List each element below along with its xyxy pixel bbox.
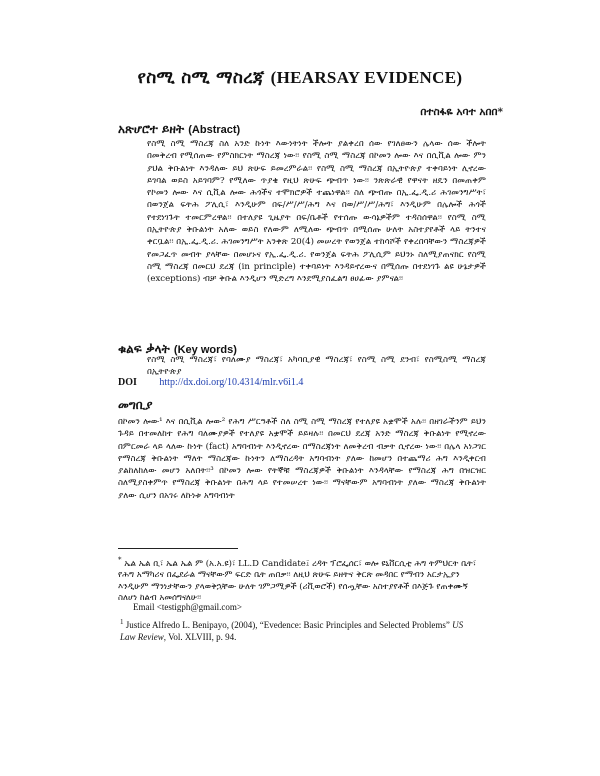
footnote-divider	[118, 548, 238, 549]
abstract-heading	[118, 122, 240, 137]
abstract-heading-english: (Abstract)	[188, 124, 241, 136]
footnote-1	[120, 617, 480, 643]
doi-label: DOI	[118, 377, 137, 388]
intro-heading: መግቢያ	[118, 398, 153, 412]
keywords-heading-amharic: ቁልፍ ቃላት	[118, 342, 170, 356]
doi-link[interactable]: http://dx.doi.org/10.4314/mlr.v6i1.4	[159, 377, 304, 388]
author-name: በተስፋዬ አባተ አበበ*	[420, 106, 503, 118]
title-english: (HEARSAY EVIDENCE)	[270, 68, 463, 87]
intro-text: በኮመን ሎው¹ እና በሲቪል ሎው² የሕግ ሥርዓቶች ስለ ስሚ ስሚ ማስረጃ የተለያዩ አቋሞች አሉ፡፡ በዘገራችንም ይህን ጉዳይ በተመለከተ የሕግ ባለሙያዎች የተለያዩ አቋሞች ይይዛሉ፡፡ በመርህ ደረጃ አንድ ማስረጃ ቅቡልነት የሚኖረው በምርመራ ላይ ላለው ኩነት (fact) አግባብነት እንዲኖረው በማስረጃነት ለመቅረብ ብቃት ሲኖረው ነው፡፡ በሌላ አነጋገር የማስረጃ ቅቡልነት ማለት ማስረጃው ኩነትን ለማስረዳት አግባብነት ያለው ከመሆን በተጨማሪ ሕግ እንዲቀርብ ያልከለከለው መሆን አለበት፡፡³ በኮመን ሎው የትኞቹ ማስረጃዎች ቅቡልነት እንዳላቸው የማስረጃ ሕግ በዝርዝር ስለሚያስቀምጥ የማስረጃ ቅቡልነት በሕግ ላይ የተመሠረተ ነው፡፡ ማናቸውም አግባብነት ያለው ማስረጃ ቅቡልነት ያለው ሲሆን በአገሩ ለኩነቱ አግባብነት	[118, 417, 486, 501]
doi-line	[118, 377, 303, 388]
footnote-mark: *	[118, 556, 122, 564]
footnote-1-text-a: Justice Alfredo L. Benipayo, (2004), “Evedence: Basic Principles and Selected Problems”	[125, 620, 450, 630]
abstract-heading-amharic: አጽሆሮተ ይዘት	[118, 122, 185, 136]
footnote-author-text: ኤል ኤል ቢ፣ ኤል ኤል ም (አ.አ.ዩ)፣ LL.D Candidate፤ ረዳት ፕሮፌሰር፣ ወሎ ዩኒቨርሲቲ ሕግ ትምህርት ቤት፣ የሕግ አማካሪና በፌደራል ማናቸውም ፍርድ ቤት ጠበቃ፡፡ ለዚህ ጽሁፍ ይዘትና ቅርጽ መዳበር የማብን አርታኢያን እንዲሁም ማንነታቸውን ያላወቅኋቸው ሁለት ገምጋሚዎች (ሪቪወሮች) የሰጧቸው አስተያየቶች በእጅጉ የጠቀሙኝ ስለሆነ ከልብ አመሰግናለሁ፡፡	[118, 558, 477, 604]
abstract-text: የስሚ ስሚ ማስረጃ ስለ አንድ ኩነት እውነትነት ችሎት ያልቀረበ ሰው የገለፀውን ሌላው ሰው ችሎት በመቅረብ የሚሰጠው የምስክርነት ማስረጃ ነው፡፡ የስሚ ስሚ ማስረጃ በኮመን ሎው እና በሲቪል ሎው ምን ያህል ቅቡልነት እንዳለው ይህ ጽሁፍ ይመረምራል፡፡ የስሚ ስሚ ማስረጃ በኢትዮጵያ ተቀባይነት ሊኖረው ይገባል ወይስ አይገባም? የሚለው ጥያቄ የዚህ ጽሁፍ ጭብጥ ነው፡፡ ንጽጽራዊ የዋናት ዘዴን በመጠቀም የኮመን ሎው እና ሲቪል ሎው ሕጎችና ተሞክሮዎች ተጨነዋል፡፡ ስለ ጭብጡ በኢ.ፌ.ዲ.ሪ ሕገመንግሥት፣ በወንጀል ፍትሕ ፖሊሲ፣ እንዲሁም በፍ/ሥ/ሥ/ሕግ እና በወ/ሥ/ሥ/ሕግ፣ እንዲሁም በሌሎች ሕጎች የተደነገጉት ተመርምረዋል፡፡ በተለያዩ ጊዜያት በፍ/ቤቶች የተሰጡ ውሳኔዎችም ተዳስሰዋል፡፡ የስሚ ስሚ በኢትዮጵያ ቅቡልነት አለው ወይስ የለውም ለሚለው ጭብጥ በሚሰጡ ሁለት አስተያየቶች ላይ ትንተና ቀርቧል፡፡ በኢ.ፌ.ዲ.ሪ. ሕገመንግሥት አንቀጽ 20(4) መሠረት የወንጀል ተከሳሾች የቀረበባቸውን ማስረጃዎች የመጋፈጥ መብት ያላቸው በመሆኑና የኢ.ፌ.ዲ.ሪ. የወንጀል ፍትሕ ፖሊሲም ይህንኑ ስለሚያጠናክር የስሚ ስሚ ማስረጃ በመርህ ደረጃ (in principle) ተቀባይነት እንዳይኖረውና በሚሰጡ በተደነገጉ ልዩ ሁኔታዎች (exceptions) ብቻ ቅቡል እንዲሆን ሚድረግ እንደሚያስፈልግ ፀሀፊው ያምናል፡፡	[147, 139, 486, 285]
footnote-1-mark: 1	[120, 618, 124, 626]
footnote-1-text-b: , Vol. XLVIII, p. 94.	[163, 631, 237, 642]
footnote-1-journal: US Law Review	[120, 620, 464, 642]
title-amharic: የስሚ ስሚ ማስረጃ	[137, 68, 265, 88]
author-email: Email <testigph@gmail.com>	[133, 602, 242, 612]
footnote-author	[118, 555, 486, 605]
keywords-text: የስሚ ስሚ ማስረጃ፣ የባለሙያ ማስረጃ፣ አካባቢያዊ ማስረጃ፣ የስሚ ስሚ ደንብ፣ የስሚስሚ ማስረጃ በኢትዮጵያ	[147, 355, 486, 378]
paper-title	[100, 68, 500, 88]
keywords-heading-english: (Key words)	[173, 344, 237, 356]
